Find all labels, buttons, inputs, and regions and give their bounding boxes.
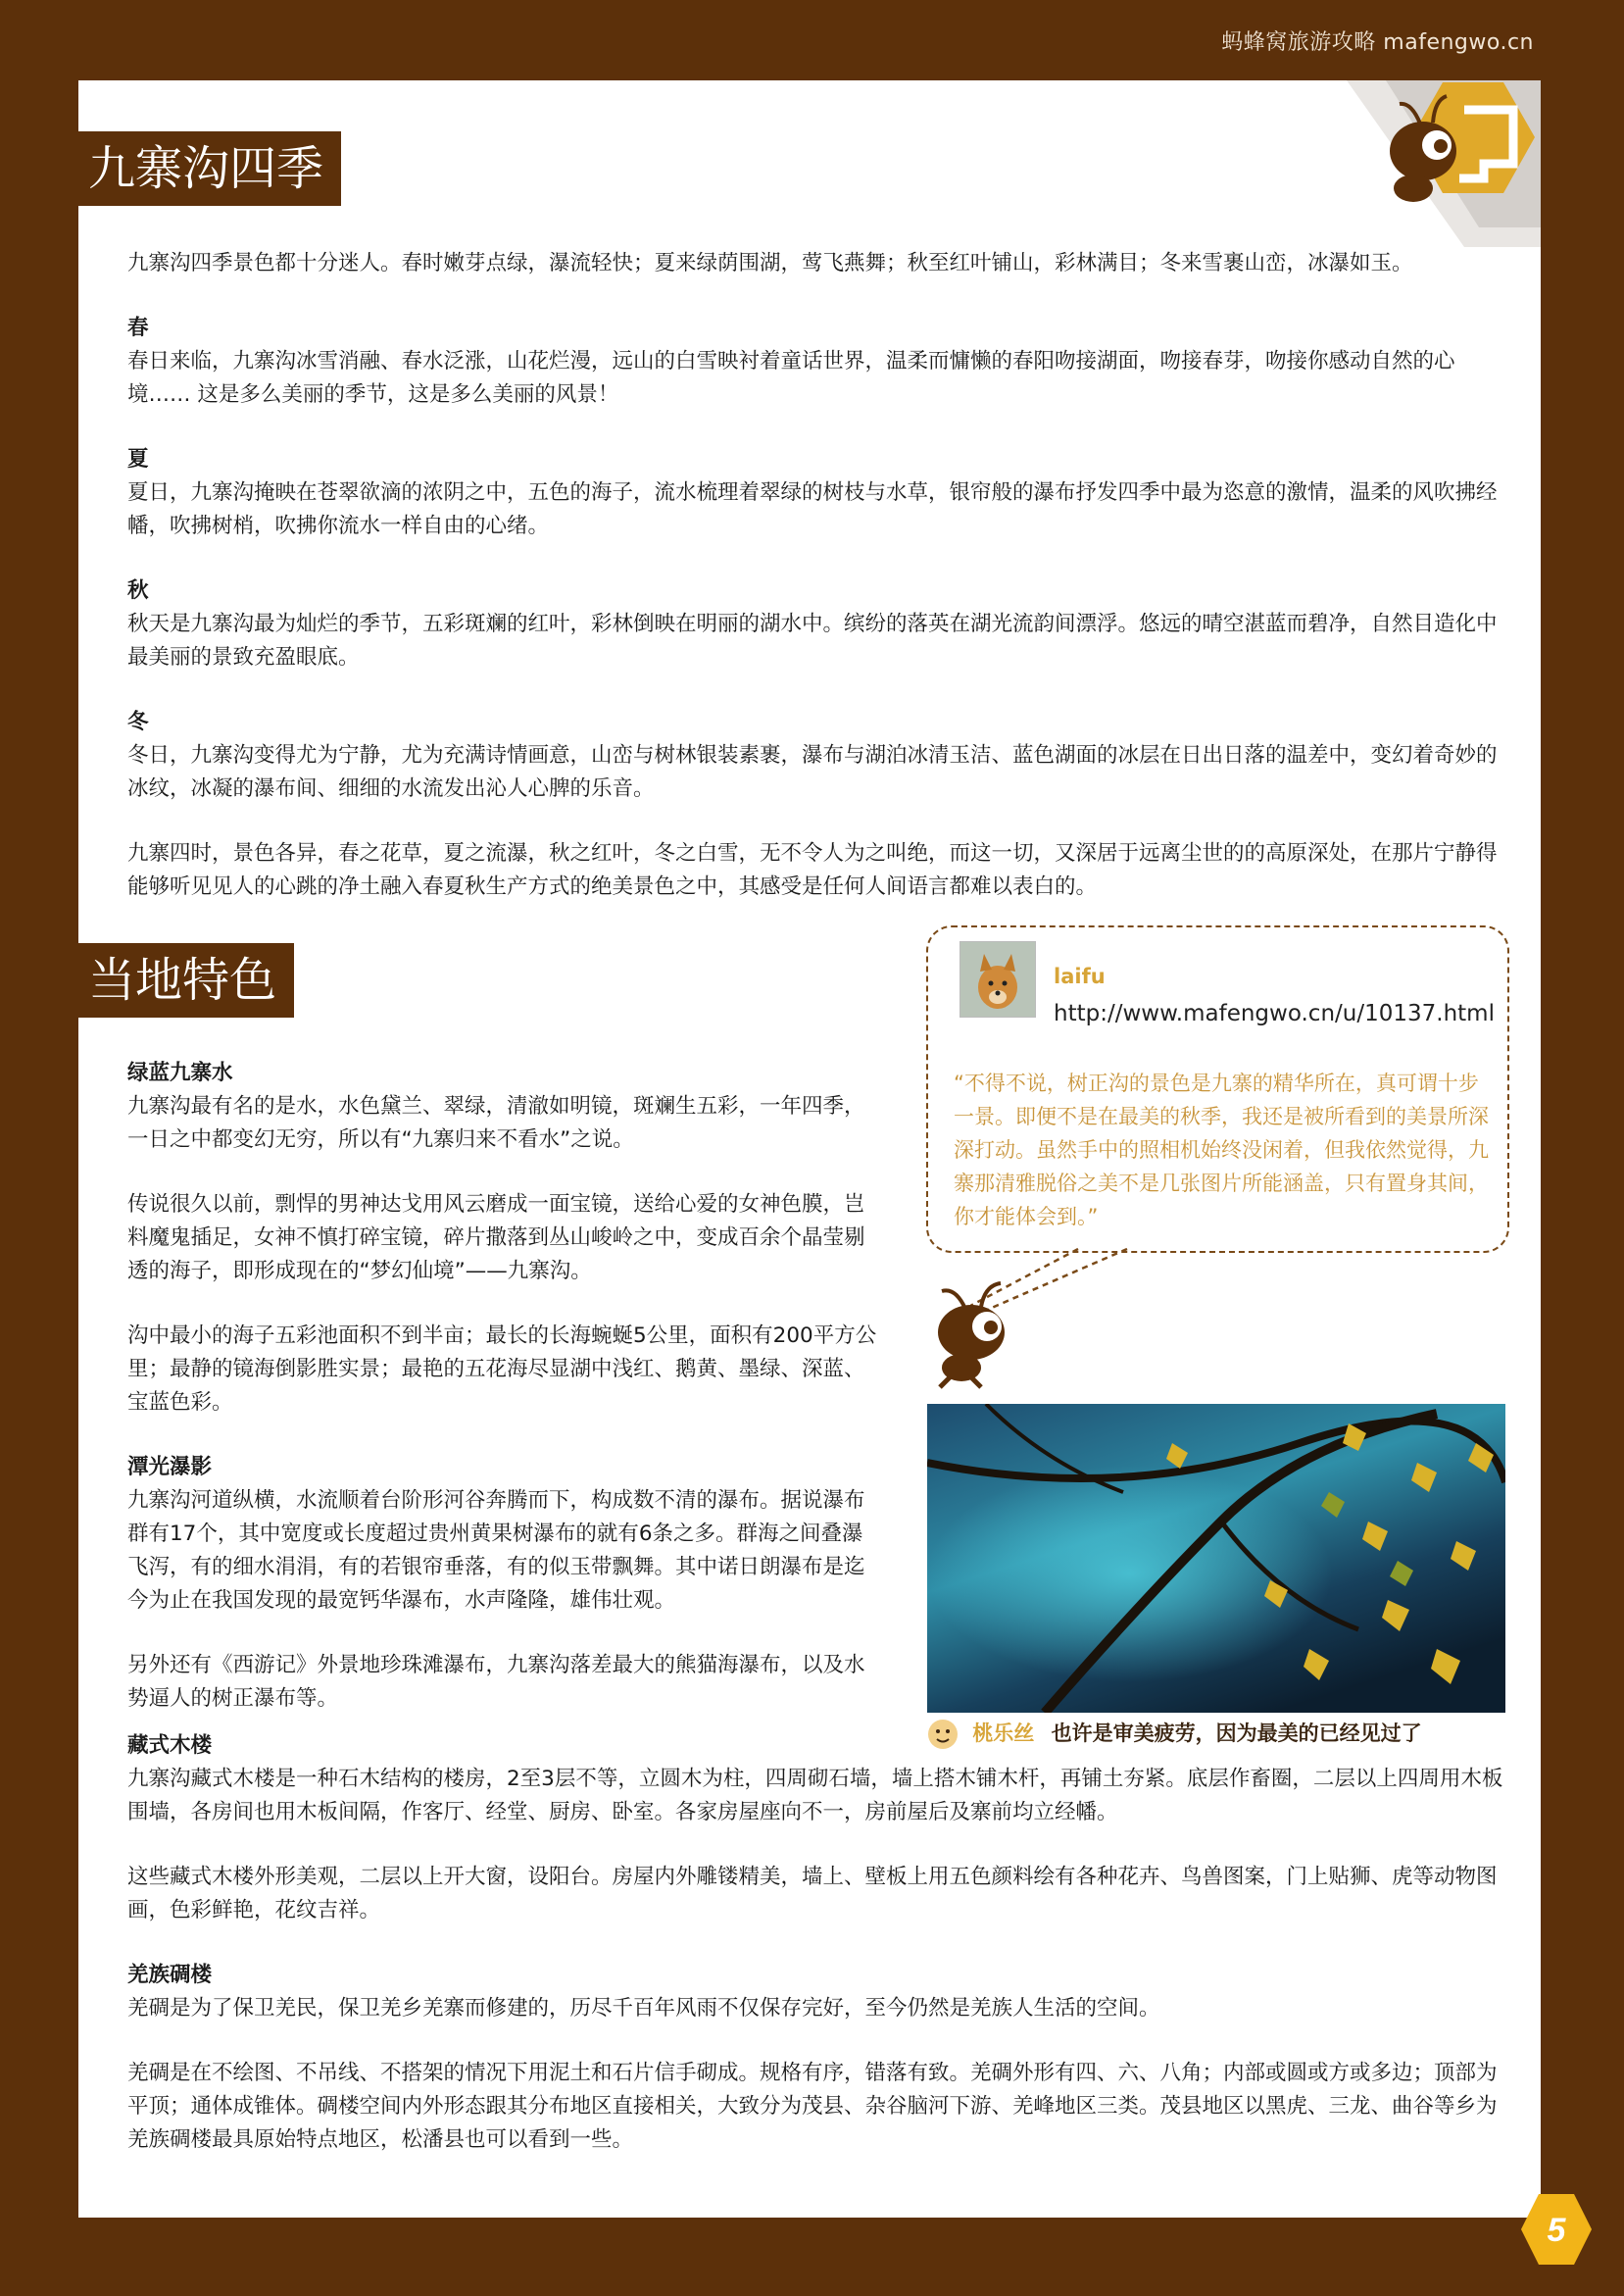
caption-text: 也许是审美疲劳，因为最美的已经见过了 [1051, 1722, 1422, 1745]
feature-text-wooden-houses-2: 这些藏式木楼外形美观，二层以上开大窗，设阳台。房屋内外雕镂精美，墙上、壁板上用五色颜料绘有各种花卉、鸟兽图案，门上贴狮、虎等动物图画，色彩鲜艳，花纹吉祥。 [127, 1865, 1498, 1922]
feature-heading-qiang-towers: 羌族碉楼 [127, 1963, 213, 1987]
seasons-outro: 九寨四时，景色各异，春之花草，夏之流瀑，秋之红叶，冬之白雪，无不令人为之叫绝，而这一切，又深居于远离尘世的的高原深处，在那片宁静得能够听见见人的心跳的净土融入春夏秋生产方式的绝美景色之中，其感受是任何人间语言都难以表白的。 [127, 841, 1498, 899]
seasons-intro: 九寨沟四季景色都十分迷人。春时嫩芽点绿，瀑流轻快；夏来绿荫围湖，莺飞燕舞；秋至红叶铺山，彩林满目；冬来雪裹山峦，冰瀑如玉。 [127, 251, 1413, 275]
season-text-autumn: 秋天是九寨沟最为灿烂的季节，五彩斑斓的红叶，彩林倒映在明丽的湖水中。缤纷的落英在湖光流韵间漂浮。悠远的晴空湛蓝而碧净，自然目造化中最美丽的景致充盈眼底。 [127, 612, 1498, 670]
caption-username[interactable]: 桃乐丝 [972, 1722, 1035, 1745]
content-sheet [78, 80, 1541, 2218]
feature-text-qiang-towers-1: 羌碉是为了保卫羌民，保卫羌乡羌寨而修建的，历尽千百年风雨不仅保存完好，至今仍然是羌族人生活的空间。 [127, 1996, 1160, 2021]
bee-mascot-icon [926, 1281, 1024, 1389]
feature-text-waterfalls-1: 九寨沟河道纵横，水流顺着台阶形河谷奔腾而下，构成数不清的瀑布。据说瀑布群有17个，其中宽度或长度超过贵州黄果树瀑布的就有6条之多。群海之间叠瀑飞泻，有的细水涓涓，有的若银帘垂落，有的似玉带飘舞。其中诺日朗瀑布是迄今为止在我国发现的最宽钙华瀑布，水声隆隆，雄伟壮观。 [127, 1488, 865, 1613]
corner-mascot-logo [1317, 80, 1541, 247]
section-title-local-features: 当地特色 [78, 943, 294, 1018]
page-number: 5 [1547, 2212, 1566, 2249]
dog-avatar-icon [960, 942, 1035, 1017]
comment-username[interactable]: laifu [1054, 965, 1106, 988]
jiuzhaigou-autumn-photo [927, 1404, 1505, 1713]
season-text-summer: 夏日，九寨沟掩映在苍翠欲滴的浓阴之中，五色的海子，流水梳理着翠绿的树枝与水草，银帘般的瀑布抒发四季中最为恣意的激情，温柔的风吹拂经幡，吹拂树梢，吹拂你流水一样自由的心绪。 [127, 480, 1498, 538]
feature-text-wooden-houses-1: 九寨沟藏式木楼是一种石木结构的楼房，2至3层不等，立圆木为柱，四周砌石墙，墙上搭木铺木杆，再铺土夯紧。底层作畜圈，二层以上四周用木板围墙，各房间也用木板间隔，作客厅、经堂、厨房、卧室。各家房屋座向不一，房前屋后及寨前均立经幡。 [127, 1767, 1503, 1824]
season-heading-autumn: 秋 [127, 578, 149, 603]
feature-text-qiang-towers-2: 羌碉是在不绘图、不吊线、不搭架的情况下用泥土和石片信手砌成。规格有序，错落有致。羌碉外形有四、六、八角；内部或圆或方或多边；顶部为平顶；通体成锥体。碉楼空间内外形态跟其分布地区直接相关，大致分为茂县、杂谷脑河下游、羌峰地区三类。茂县地区以黑虎、三龙、曲谷等乡为羌族碉楼最具原始特点地区，松潘县也可以看到一些。 [127, 2061, 1498, 2152]
photo-caption [926, 1718, 1422, 1751]
feature-text-waterfalls-2: 另外还有《西游记》外景地珍珠滩瀑布，九寨沟落差最大的熊猫海瀑布，以及水势逼人的树正瀑布等。 [127, 1653, 865, 1711]
feature-heading-wooden-houses: 藏式木楼 [127, 1733, 213, 1758]
season-text-spring: 春日来临，九寨沟冰雪消融、春水泛涨，山花烂漫，远山的白雪映衬着童话世界，温柔而慵懒的春阳吻接湖面，吻接春芽，吻接你感动自然的心境…… 这是多么美丽的季节，这是多么美丽的风景！ [127, 349, 1455, 407]
comment-quote: “不得不说，树正沟的景色是九寨的精华所在，真可谓十步一景。即便不是在最美的秋季，我还是被所看到的美景所深深打动。虽然手中的照相机始终没闲着，但我依然觉得，九寨那清雅脱俗之美不是几张图片所能涵盖，只有置身其间，你才能体会到。” [954, 1072, 1489, 1228]
section-title-seasons: 九寨沟四季 [78, 131, 341, 206]
feature-heading-water: 绿蓝九寨水 [127, 1061, 233, 1085]
comment-user-url[interactable]: http://www.mafengwo.cn/u/10137.html [1054, 1001, 1495, 1026]
feature-text-water-1: 九寨沟最有名的是水，水色黛兰、翠绿，清澈如明镜，斑斓生五彩，一年四季，一日之中都变幻无穷，所以有“九寨归来不看水”之说。 [127, 1094, 865, 1152]
season-heading-summer: 夏 [127, 447, 149, 472]
season-text-winter: 冬日，九寨沟变得尤为宁静，尤为充满诗情画意，山峦与树林银装素裹，瀑布与湖泊冰清玉洁、蓝色湖面的冰层在日出日落的温差中，变幻着奇妙的冰纹，冰凝的瀑布间、细细的水流发出沁人心脾的乐音。 [127, 743, 1498, 801]
user-comment-bubble [926, 925, 1509, 1253]
feature-text-water-3: 沟中最小的海子五彩池面积不到半亩；最长的长海蜿蜒5公里，面积有200平方公里；最静的镜海倒影胜实景；最艳的五花海尽显湖中浅红、鹅黄、墨绿、深蓝、宝蓝色彩。 [127, 1323, 877, 1415]
feature-heading-waterfalls: 潭光瀑影 [127, 1455, 213, 1479]
page-number-badge [1519, 2192, 1594, 2267]
user-avatar-small-icon [926, 1718, 960, 1751]
feature-text-water-2: 传说很久以前，剽悍的男神达戈用风云磨成一面宝镜，送给心爱的女神色膜，岂料魔鬼插足，女神不慎打碎宝镜，碎片撒落到丛山峻岭之中，变成百余个晶莹剔透的海子，即形成现在的“梦幻仙境”——九寨沟。 [127, 1192, 865, 1283]
season-heading-spring: 春 [127, 316, 149, 340]
brand-header: 蚂蜂窝旅游攻略 mafengwo.cn [1221, 30, 1534, 55]
user-avatar[interactable] [960, 941, 1036, 1018]
season-heading-winter: 冬 [127, 710, 149, 734]
